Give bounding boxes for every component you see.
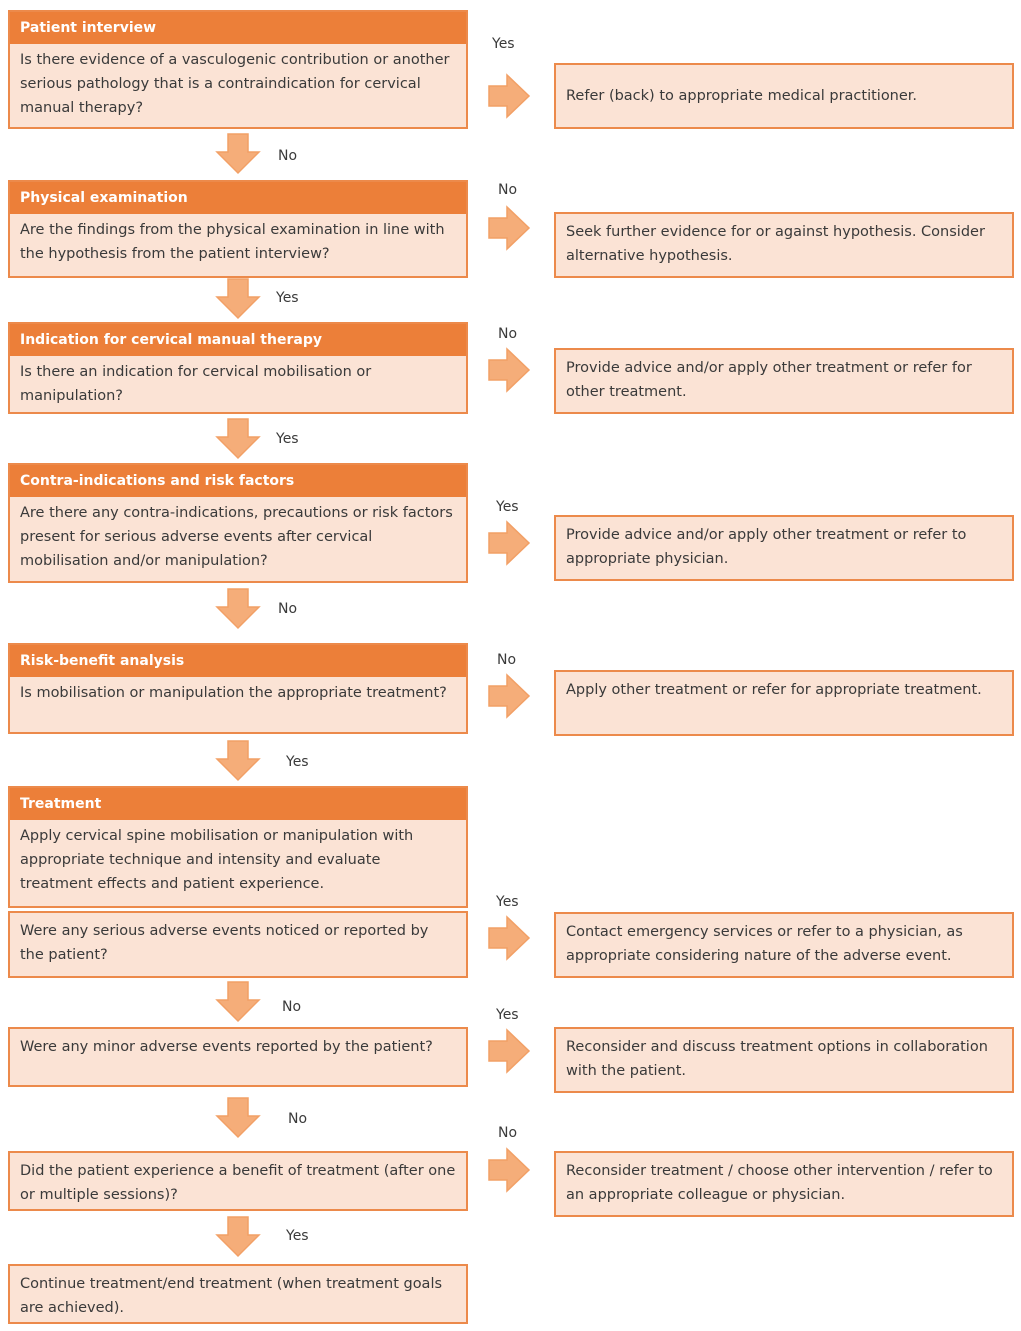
right-label-yes: Yes (496, 894, 519, 910)
outcome-reconsider-treatment (554, 1151, 1014, 1217)
step-title: Patient interview (10, 12, 466, 44)
outcome-text: Apply other treatment or refer for appropriate treatment. (566, 682, 982, 698)
outcome-seek-further-evidence (554, 212, 1014, 278)
right-arrow-icon (488, 73, 532, 119)
down-label-no: No (282, 999, 302, 1015)
outcome-provide-advice-physician (554, 515, 1014, 581)
outcome-text: Seek further evidence for or against hypothesis. Consider alternative hypothesis. (566, 224, 985, 264)
outcome-text: Contact emergency services or refer to a physician, as appropriate considering nature of the adverse event. (566, 924, 963, 964)
down-label-no: No (288, 1111, 308, 1127)
step-contra-indications (8, 463, 468, 583)
step-question: Did the patient experience a benefit of treatment (after one or multiple sessions)? (20, 1163, 456, 1203)
down-label-yes: Yes (286, 754, 309, 770)
outcome-text: Reconsider and discuss treatment options in collaboration with the patient. (566, 1039, 988, 1079)
step-minor-adverse-events (8, 1027, 468, 1087)
right-arrow-icon (488, 915, 532, 961)
step-risk-benefit (8, 643, 468, 734)
right-label-yes: Yes (496, 499, 519, 515)
down-arrow-icon (215, 588, 261, 630)
step-serious-adverse-events (8, 911, 468, 978)
right-arrow-icon (488, 347, 532, 393)
down-arrow-icon (215, 1216, 261, 1258)
step-benefit-of-treatment (8, 1151, 468, 1211)
right-arrow-icon (488, 1028, 532, 1074)
right-label-yes: Yes (496, 1007, 519, 1023)
down-label-yes: Yes (286, 1228, 309, 1244)
step-patient-interview (8, 10, 468, 129)
outcome-apply-other-treatment (554, 670, 1014, 736)
step-title: Treatment (10, 788, 466, 820)
down-arrow-icon (215, 1097, 261, 1139)
step-title: Risk-benefit analysis (10, 645, 466, 677)
right-label-no: No (498, 182, 518, 198)
right-label-no: No (498, 326, 518, 342)
down-label-no: No (278, 601, 298, 617)
outcome-text: Provide advice and/or apply other treatment or refer to appropriate physician. (566, 527, 967, 567)
outcome-text: Provide advice and/or apply other treatment or refer for other treatment. (566, 360, 972, 400)
step-question: Is mobilisation or manipulation the appropriate treatment? (20, 685, 447, 701)
step-question: Were any serious adverse events noticed or reported by the patient? (20, 923, 429, 963)
outcome-text: Reconsider treatment / choose other intervention / refer to an appropriate colleague or physician. (566, 1163, 993, 1203)
outcome-provide-advice-other-treatment (554, 348, 1014, 414)
step-continue-treatment (8, 1264, 468, 1324)
outcome-contact-emergency-services (554, 912, 1014, 978)
down-arrow-icon (215, 278, 261, 320)
down-arrow-icon (215, 418, 261, 460)
outcome-text: Refer (back) to appropriate medical practitioner. (566, 88, 918, 104)
outcome-refer-medical-practitioner (554, 63, 1014, 129)
step-treatment (8, 786, 468, 908)
down-arrow-icon (215, 981, 261, 1023)
step-indication (8, 322, 468, 414)
step-question: Is there an indication for cervical mobilisation or manipulation? (20, 364, 372, 404)
step-title: Physical examination (10, 182, 466, 214)
down-label-no: No (278, 148, 298, 164)
down-arrow-icon (215, 133, 261, 175)
right-arrow-icon (488, 1147, 532, 1193)
step-question: Are the findings from the physical examination in line with the hypothesis from the patient interview? (20, 222, 445, 262)
step-title: Contra-indications and risk factors (10, 465, 466, 497)
down-label-yes: Yes (276, 431, 299, 447)
step-question: Continue treatment/end treatment (when treatment goals are achieved). (20, 1276, 443, 1316)
right-label-yes: Yes (492, 36, 515, 52)
step-question: Were any minor adverse events reported by the patient? (20, 1039, 433, 1055)
step-question: Are there any contra-indications, precautions or risk factors present for serious adverse events after cervical mobilisation and/or manipulation? (20, 505, 453, 569)
down-label-yes: Yes (276, 290, 299, 306)
down-arrow-icon (215, 740, 261, 782)
step-title: Indication for cervical manual therapy (10, 324, 466, 356)
step-question: Apply cervical spine mobilisation or manipulation with appropriate technique and intensity and evaluate treatment effects and patient experience. (20, 828, 414, 892)
right-arrow-icon (488, 205, 532, 251)
right-label-no: No (497, 652, 517, 668)
right-label-no: No (498, 1125, 518, 1141)
right-arrow-icon (488, 673, 532, 719)
outcome-reconsider-discuss-options (554, 1027, 1014, 1093)
right-arrow-icon (488, 520, 532, 566)
step-physical-examination (8, 180, 468, 278)
step-question: Is there evidence of a vasculogenic contribution or another serious pathology that is a contraindication for cervical manual therapy? (20, 52, 450, 116)
